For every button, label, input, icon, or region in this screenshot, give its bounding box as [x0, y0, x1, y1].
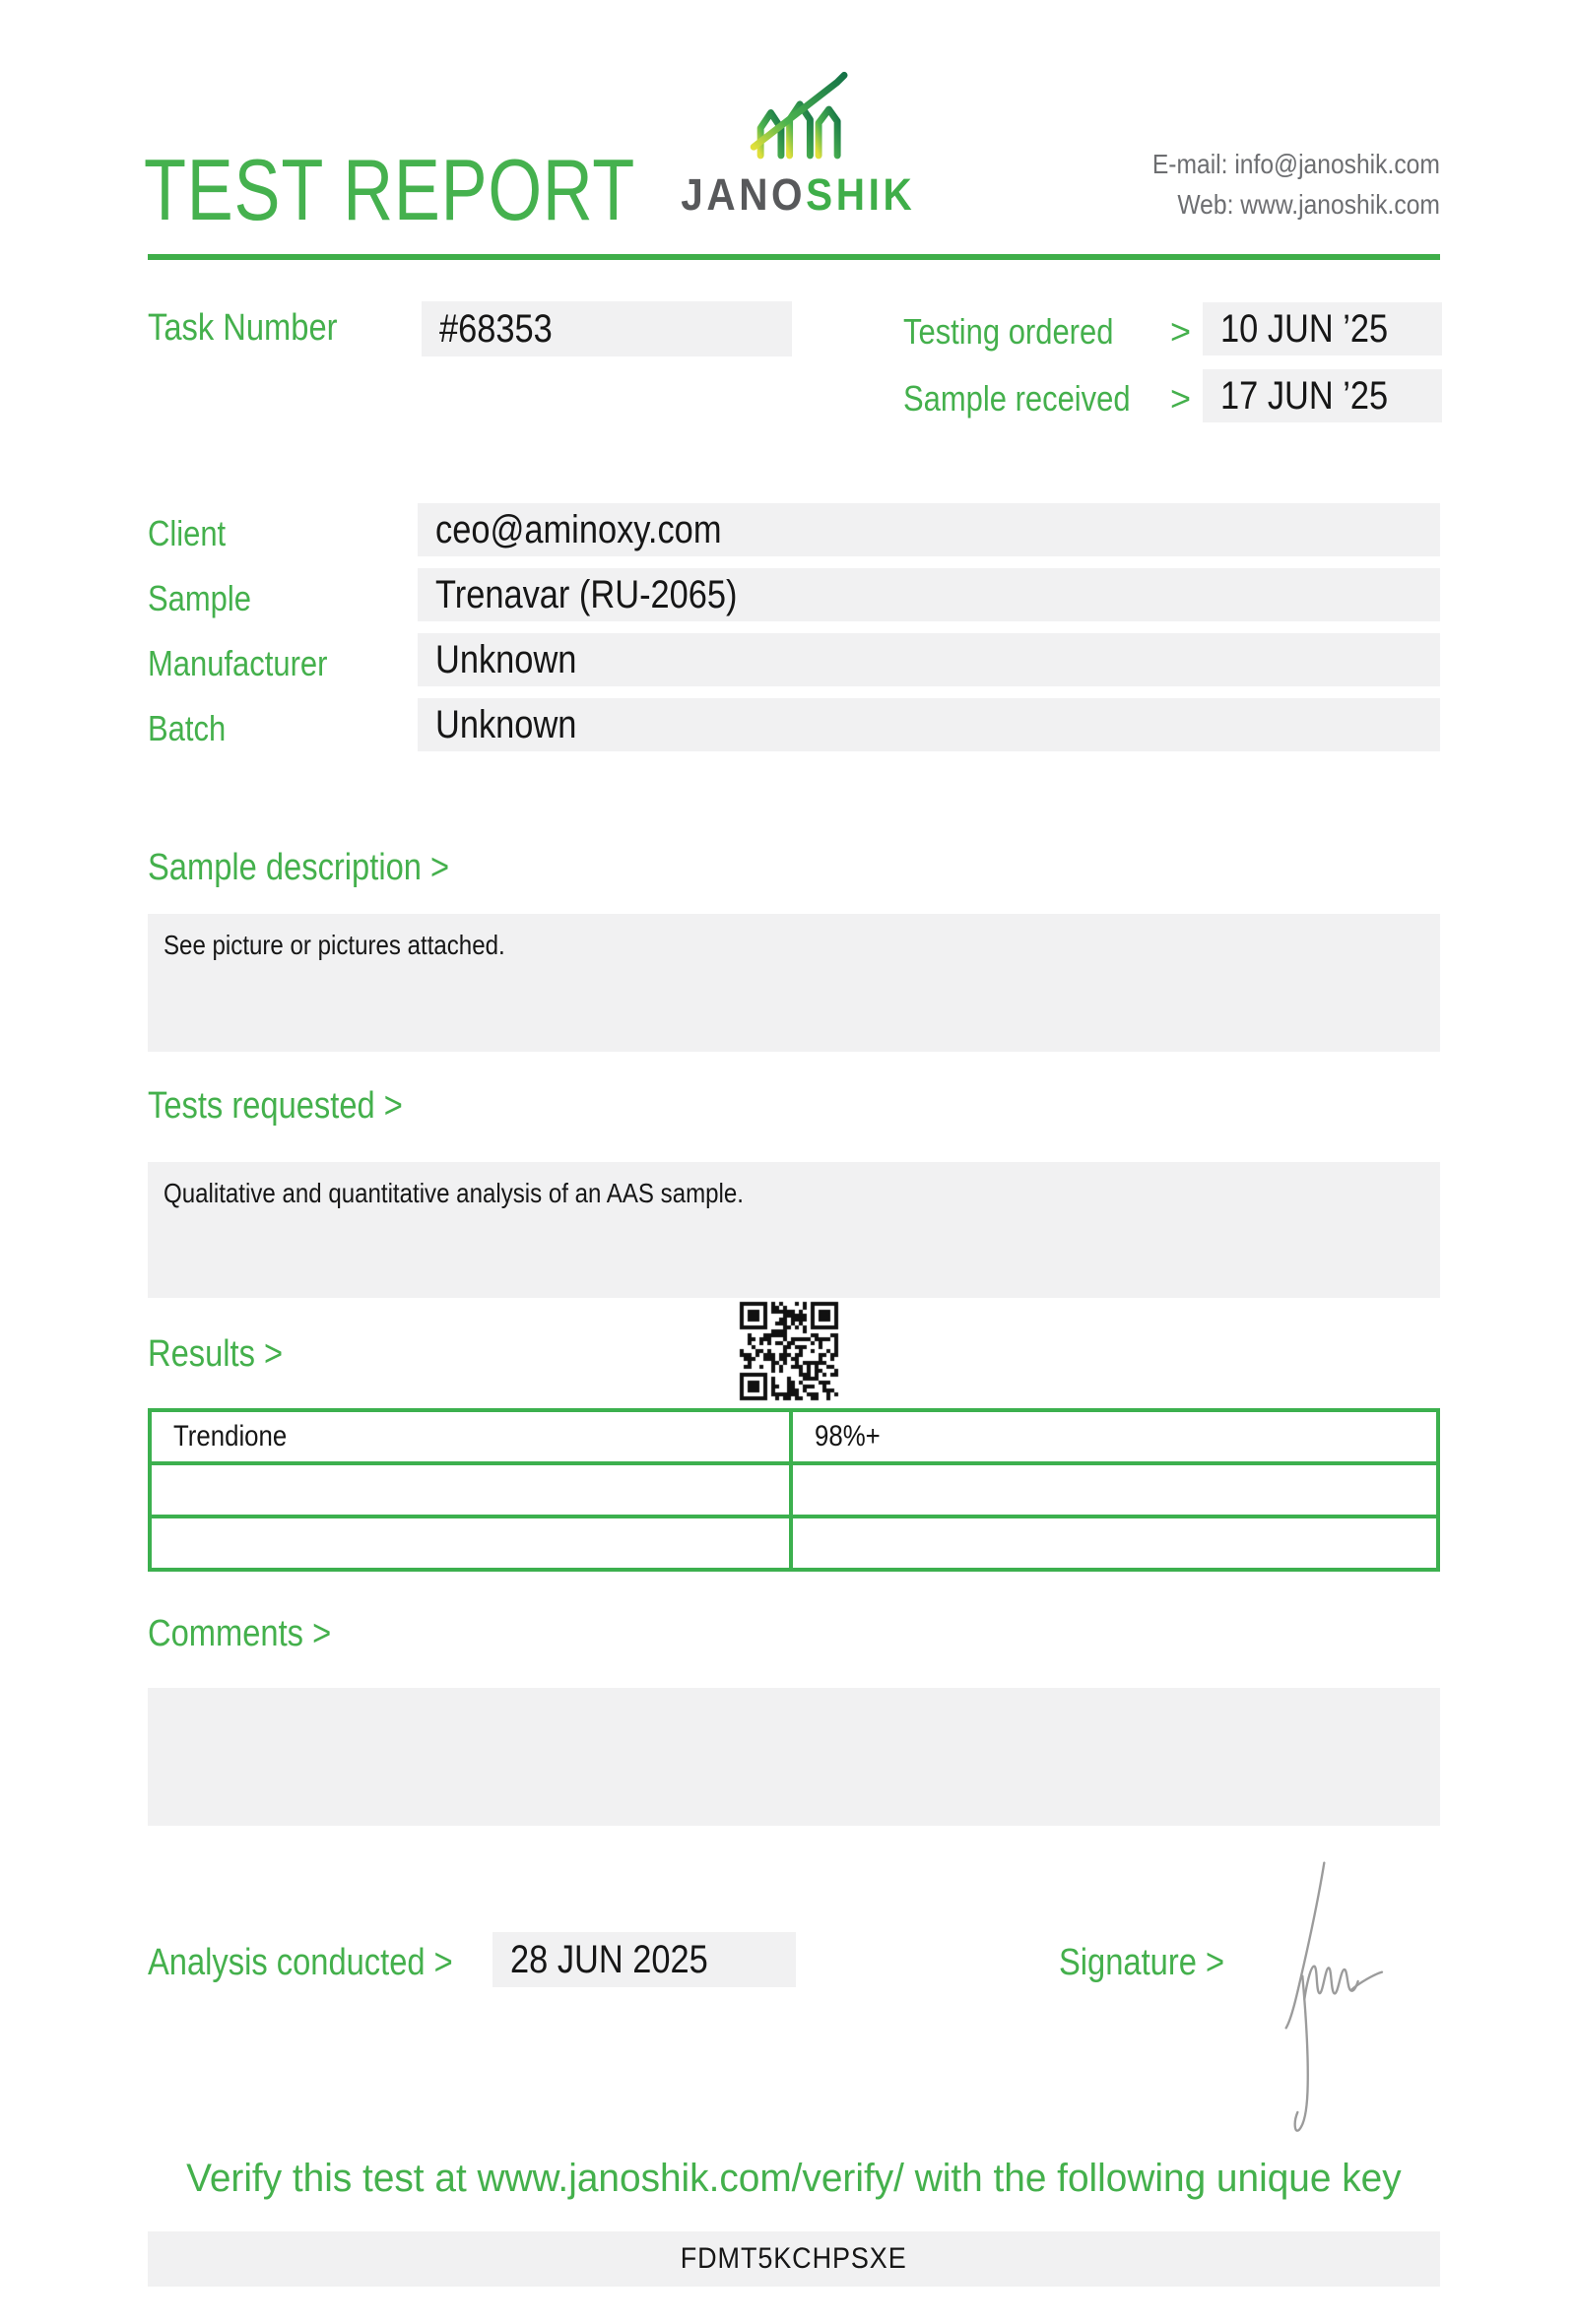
batch-value-box	[418, 698, 1440, 751]
logo-wordmark	[630, 169, 965, 221]
verify-instruction-text: Verify this test at www.janoshik.com/verify/ with the following unique key	[186, 2157, 1402, 2200]
result-substance: Trendione	[173, 1420, 288, 1452]
result-amount-cell	[791, 1463, 1438, 1517]
contact-web: Web: www.janoshik.com	[1177, 189, 1440, 220]
sample-label-text: Sample	[148, 578, 251, 618]
page-title-text: TEST REPORT	[144, 141, 636, 238]
logo-part-shik: SHIK	[805, 169, 916, 220]
logo-part-jano: JANO	[680, 169, 806, 220]
tests-requested-title-text: Tests requested >	[148, 1085, 403, 1127]
header-divider	[148, 254, 1440, 260]
sample-description-title-text: Sample description >	[148, 847, 450, 888]
results-table-row	[150, 1463, 1438, 1517]
sample-value-box	[418, 568, 1440, 621]
client-label	[148, 513, 238, 554]
contact-email: E-mail: info@janoshik.com	[1151, 149, 1440, 179]
result-amount: 98%+	[815, 1420, 881, 1452]
testing-ordered-date: 10 JUN ’25	[1220, 306, 1389, 351]
sample-received-label: Sample received	[903, 378, 1131, 419]
analysis-conducted-label-text: Analysis conducted >	[148, 1942, 453, 1983]
task-number-value-box	[422, 301, 792, 356]
contact-block	[1113, 144, 1440, 225]
sample-description-content: See picture or pictures attached.	[164, 930, 505, 960]
result-substance-cell	[150, 1410, 791, 1463]
sample-received-row	[903, 378, 1191, 420]
qr-code	[736, 1298, 842, 1404]
signature-label-text: Signature >	[1059, 1942, 1225, 1983]
sample-received-date: 17 JUN ’25	[1220, 373, 1389, 418]
comments-title-text: Comments >	[148, 1613, 332, 1654]
analysis-conducted-label	[148, 1942, 502, 1984]
testing-ordered-label: Testing ordered	[903, 311, 1114, 352]
batch-label	[148, 708, 238, 749]
results-table-row	[150, 1410, 1438, 1463]
tests-requested-box	[148, 1162, 1440, 1298]
client-value-box	[418, 503, 1440, 556]
result-amount-cell	[791, 1517, 1438, 1570]
task-number-value: #68353	[439, 306, 553, 351]
batch-value: Unknown	[435, 702, 577, 746]
comments-title	[148, 1613, 361, 1655]
tests-requested-title	[148, 1085, 444, 1128]
logo-wordmark-text	[681, 169, 915, 221]
result-substance-cell	[150, 1463, 791, 1517]
results-title	[148, 1333, 304, 1376]
batch-label-text: Batch	[148, 708, 227, 748]
sample-description-title	[148, 847, 498, 889]
analysis-date: 28 JUN 2025	[510, 1937, 708, 1981]
manufacturer-value-box	[418, 633, 1440, 686]
verify-key-box	[148, 2231, 1440, 2287]
logo-chart-icon	[749, 71, 851, 161]
results-title-text: Results >	[148, 1333, 284, 1375]
analysis-date-box	[492, 1932, 796, 1987]
verify-instruction	[148, 2157, 1440, 2201]
manufacturer-value: Unknown	[435, 637, 577, 681]
client-value: ceo@aminoxy.com	[435, 507, 722, 551]
result-amount-cell	[791, 1410, 1438, 1463]
client-label-text: Client	[148, 513, 227, 553]
verify-key: FDMT5KCHPSXE	[681, 2242, 907, 2275]
results-table	[148, 1408, 1440, 1572]
testing-ordered-arrow: >	[1169, 311, 1191, 352]
testing-ordered-row	[903, 311, 1191, 353]
task-number-label-text: Task Number	[148, 307, 338, 349]
sample-label	[148, 578, 268, 619]
result-substance-cell	[150, 1517, 791, 1570]
manufacturer-label	[148, 643, 357, 684]
task-number-label	[148, 307, 368, 350]
manufacturer-label-text: Manufacturer	[148, 643, 328, 683]
sample-description-box	[148, 914, 1440, 1052]
signature-label	[1059, 1942, 1251, 1984]
tests-requested-content: Qualitative and quantitative analysis of an AAS sample.	[164, 1178, 744, 1208]
signature-image	[1266, 1851, 1463, 2147]
sample-received-value-box	[1203, 369, 1442, 422]
results-table-row	[150, 1517, 1438, 1570]
testing-ordered-value-box	[1203, 302, 1442, 355]
sample-received-arrow: >	[1169, 378, 1191, 419]
comments-box	[148, 1688, 1440, 1826]
sample-value: Trenavar (RU-2065)	[435, 572, 738, 616]
